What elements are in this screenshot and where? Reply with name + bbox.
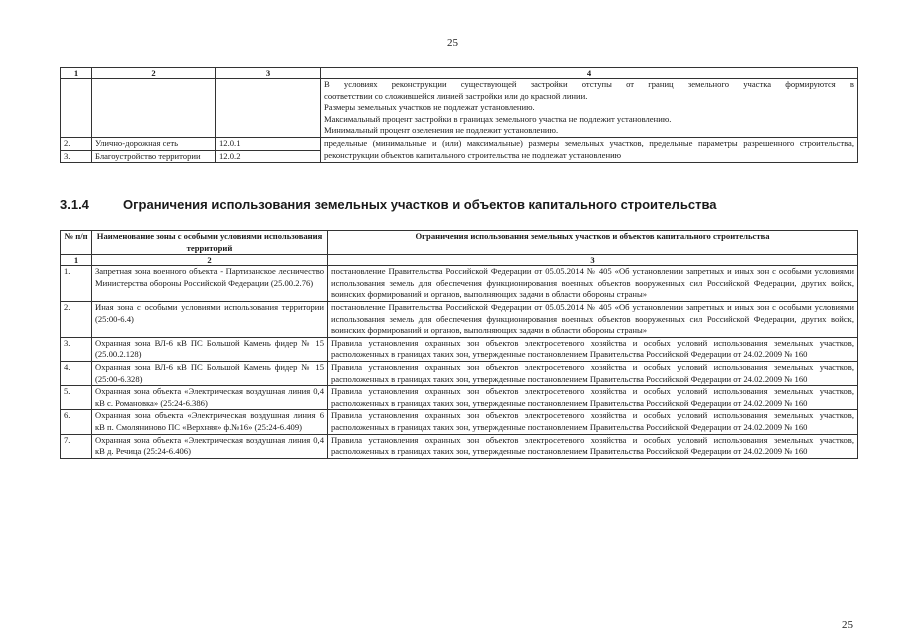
table2-column-numbers (61, 255, 858, 266)
restriction-text: Правила установления охранных зон объектов электросетевого хозяйства и особых условий использования земельных участков, расположенных в границах таких зон, утвержденные постановлением Правительства Российской Федерации от 24.02.2009 № 160 (328, 361, 858, 385)
row-number: 7. (61, 434, 92, 458)
continuation-table (60, 67, 858, 163)
zone-name: Охранная зона объекта «Электрическая воздушная линия 0,4 кВ д. Речица (25:24-6.406) (92, 434, 328, 458)
table-row (61, 361, 858, 385)
table-row (61, 434, 858, 458)
row-number: 6. (61, 410, 92, 434)
table2-col-number: 1 (61, 255, 92, 266)
continuation-line: Размеры земельных участков не подлежат установлению. (324, 102, 535, 113)
zone-name: Иная зона с особыми условиями использования территории (25:00-6.4) (92, 301, 328, 337)
table2-col-number: 3 (328, 255, 858, 266)
table-row (61, 137, 858, 150)
continuation-line: соответствии со сложившейся линией застройки или до красной линии. (324, 90, 588, 101)
header-zone: Наименование зоны с особыми условиями использования территорий (92, 231, 328, 255)
table-row (61, 266, 858, 302)
row-number: 2. (61, 301, 92, 337)
row-name: Благоустройство территории (92, 150, 216, 163)
table1-col-number: 3 (216, 68, 321, 79)
zone-name: Охранная зона объекта «Электрическая воздушная линия 6 кВ п. Смоляниново ПС «Верхняя» ф.№16» (25:24-6.409) (92, 410, 328, 434)
row-number: 1. (61, 266, 92, 302)
row-code: 12.0.1 (216, 137, 321, 150)
table-row (61, 410, 858, 434)
zone-name: Запретная зона военного объекта - Партизанское лесничество Министерства обороны Российской Федерации (25.00.2.76) (92, 266, 328, 302)
restriction-text: Правила установления охранных зон объектов электросетевого хозяйства и особых условий использования земельных участков, расположенных в границах таких зон, утвержденные постановлением Правительства Российской Федерации от 24.02.2009 № 160 (328, 434, 858, 458)
row-number: 3. (61, 337, 92, 361)
row-code: 12.0.2 (216, 150, 321, 163)
section-heading (60, 197, 717, 212)
table-row (61, 337, 858, 361)
zone-name: Охранная зона объекта «Электрическая воздушная линия 0,4 кВ с. Романовка» (25:24-6.386) (92, 386, 328, 410)
restriction-text: Правила установления охранных зон объектов электросетевого хозяйства и особых условий использования земельных участков, расположенных в границах таких зон, утвержденные постановлением Правительства Российской Федерации от 24.02.2009 № 160 (328, 386, 858, 410)
continuation-line: В условиях реконструкции существующей застройки отступы от границ земельного участка формируются в (324, 79, 854, 89)
table-row (61, 386, 858, 410)
zone-name: Охранная зона ВЛ-6 кВ ПС Большой Камень фидер № 15 (25.00.2.128) (92, 337, 328, 361)
table1-continuation-cell (321, 79, 858, 138)
continuation-line: Максимальный процент застройки в границах земельного участка не подлежит установлению. (324, 113, 672, 124)
row-number: 4. (61, 361, 92, 385)
table1-column-numbers (61, 68, 858, 79)
table2-col-number: 2 (92, 255, 328, 266)
page-number-bottom: 25 (842, 619, 853, 631)
section-title: Ограничения использования земельных участков и объектов капитального строительства (123, 197, 717, 212)
header-num: № п/п (61, 231, 92, 255)
continuation-line: Минимальный процент озеленения не подлежит установлению. (324, 125, 559, 136)
header-restrictions: Ограничения использования земельных участков и объектов капитального строительства (328, 231, 858, 255)
row-name: Улично-дорожная сеть (92, 137, 216, 150)
restriction-text: постановление Правительства Российской Федерации от 05.05.2014 № 405 «Об установлении запретных и иных зон с особыми условиями использования земель для обеспечения функционирования военных объектов вооруженных сил Российской Федерации, других войск, воинских формирований и органов, выполняющих задачи в области обороны страны» (328, 266, 858, 302)
row-number: 2. (61, 137, 92, 150)
table1-col-number: 4 (321, 68, 858, 79)
page-number-top: 25 (447, 37, 458, 49)
table1-col-number: 2 (92, 68, 216, 79)
restriction-text: постановление Правительства Российской Федерации от 05.05.2014 № 405 «Об установлении запретных и иных зон с особыми условиями использования земель для обеспечения функционирования военных объектов вооруженных сил Российской Федерации, других войск, воинских формирований и органов, выполняющих задачи в области обороны страны» (328, 301, 858, 337)
zone-name: Охранная зона ВЛ-6 кВ ПС Большой Камень фидер № 15 (25:00-6.328) (92, 361, 328, 385)
table1-col-number: 1 (61, 68, 92, 79)
table1-continuation-row (61, 79, 858, 138)
merged-restriction-cell: предельные (минимальные и (или) максимальные) размеры земельных участков, предельные параметры разрешенного строительства, реконструкции объектов капитального строительства не подлежат установлению (321, 137, 858, 162)
restriction-text: Правила установления охранных зон объектов электросетевого хозяйства и особых условий использования земельных участков, расположенных в границах таких зон, утвержденные постановлением Правительства Российской Федерации от 24.02.2009 № 160 (328, 337, 858, 361)
row-number: 3. (61, 150, 92, 163)
table2-header-row (61, 231, 858, 255)
restriction-text: Правила установления охранных зон объектов электросетевого хозяйства и особых условий использования земельных участков, расположенных в границах таких зон, утвержденные постановлением Правительства Российской Федерации от 24.02.2009 № 160 (328, 410, 858, 434)
section-number: 3.1.4 (60, 197, 89, 212)
table-row (61, 301, 858, 337)
row-number: 5. (61, 386, 92, 410)
restrictions-table (60, 230, 858, 459)
